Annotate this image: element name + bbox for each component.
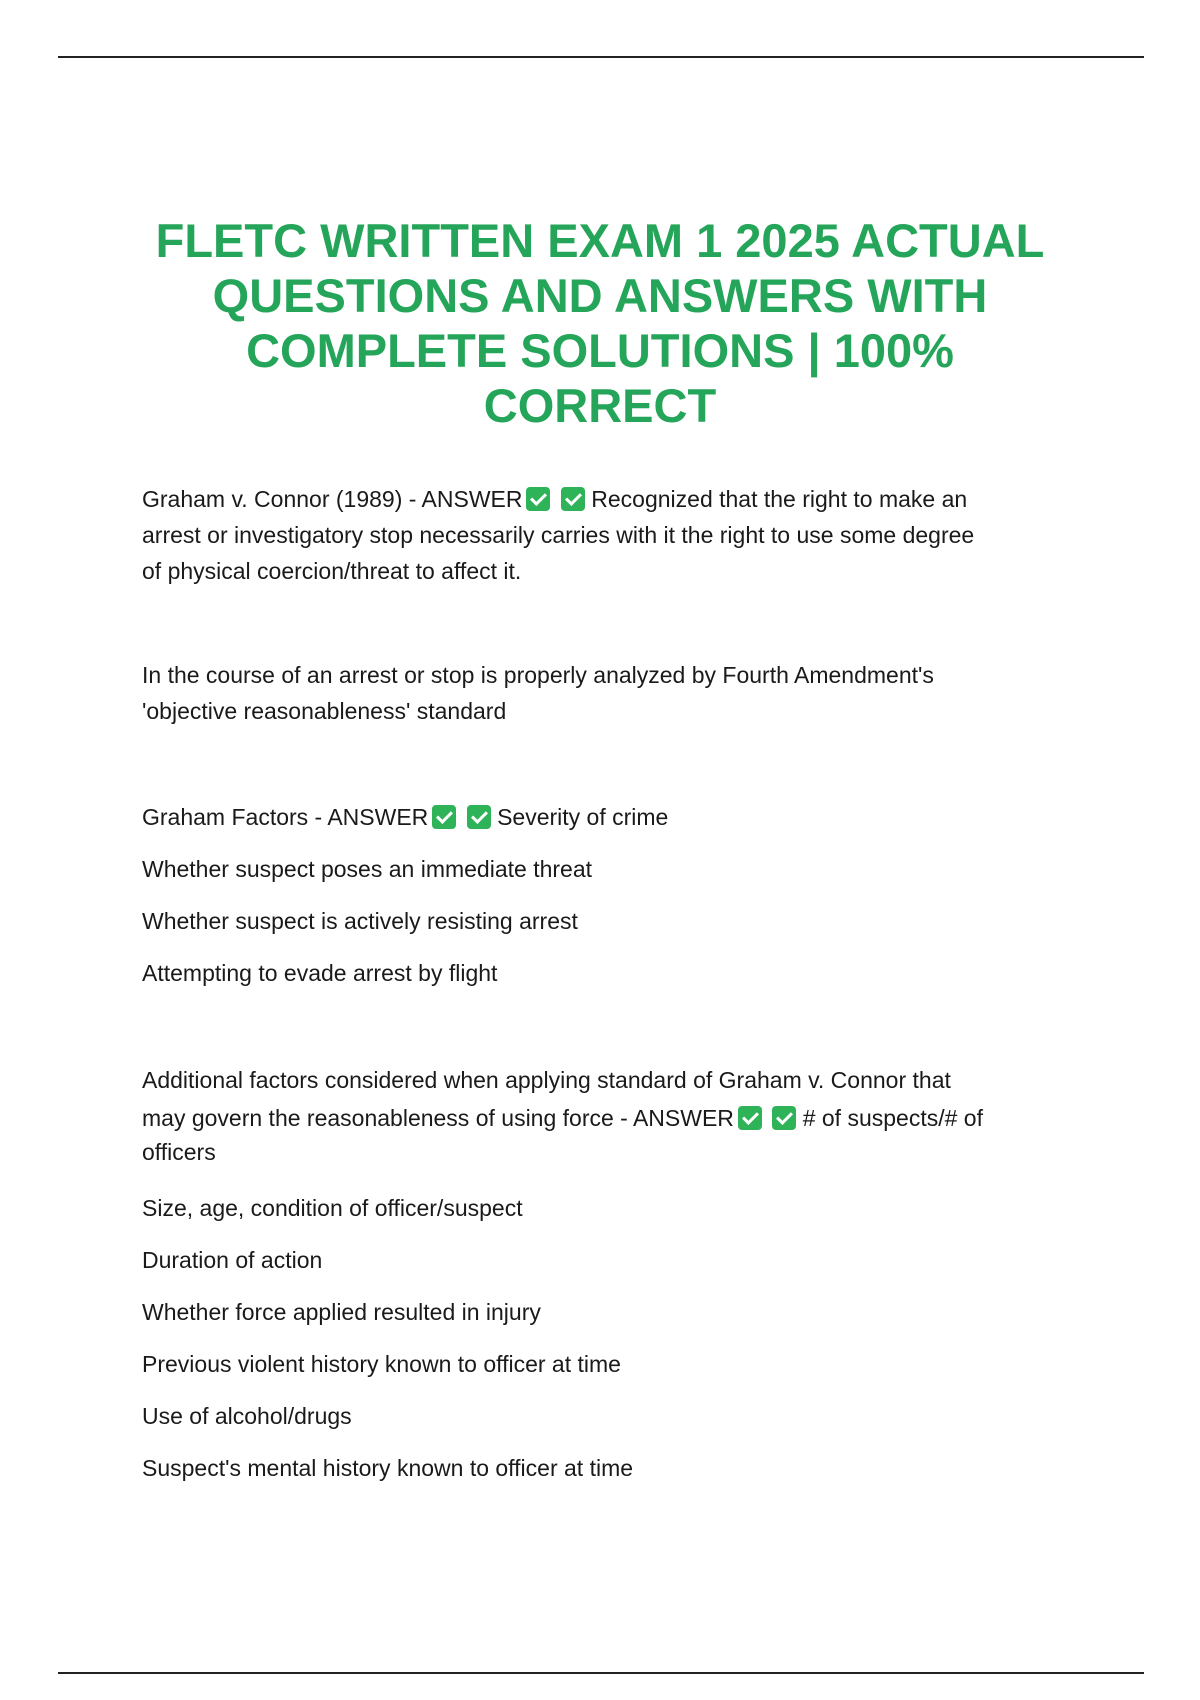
- list-item: Duration of action: [142, 1247, 323, 1273]
- list-item: Use of alcohol/drugs: [142, 1403, 352, 1429]
- p2-line2: 'objective reasonableness' standard: [142, 698, 507, 724]
- list-item: Whether suspect poses an immediate threat: [142, 856, 593, 882]
- q3-line2: [142, 1099, 1072, 1137]
- q1-line3: of physical coercion/threat to affect it.: [142, 558, 522, 584]
- page-title: [100, 213, 1100, 433]
- check-box-icon: [432, 805, 456, 829]
- q1-prefix: Graham v. Connor (1989) - ANSWER: [142, 486, 523, 512]
- check-box-icon: [561, 487, 585, 511]
- title-line: COMPLETE SOLUTIONS | 100%: [246, 324, 954, 377]
- q1-answer: Recognized that the right to make an: [591, 486, 968, 512]
- check-box-icon: [526, 487, 550, 511]
- q2-answer: Severity of crime: [497, 804, 669, 830]
- q3-line3: officers: [142, 1139, 216, 1165]
- q3-prefix: may govern the reasonableness of using force - ANSWER: [142, 1105, 734, 1131]
- check-box-icon: [772, 1106, 796, 1130]
- q3-line1: Additional factors considered when applying standard of Graham v. Connor that: [142, 1067, 951, 1093]
- top-rule: [58, 56, 1144, 58]
- list-item: Previous violent history known to officer at time: [142, 1351, 621, 1377]
- p2-line1: In the course of an arrest or stop is properly analyzed by Fourth Amendment's: [142, 662, 934, 688]
- question-graham-factors: [142, 802, 668, 832]
- list-item: Suspect's mental history known to officer at time: [142, 1455, 634, 1481]
- q1-line1: [142, 481, 1072, 517]
- list-item: Size, age, condition of officer/suspect: [142, 1195, 523, 1221]
- title-line: FLETC WRITTEN EXAM 1 2025 ACTUAL: [155, 214, 1045, 267]
- check-box-icon: [467, 805, 491, 829]
- q2-prefix: Graham Factors - ANSWER: [142, 804, 429, 830]
- q1-line2: arrest or investigatory stop necessarily carries with it the right to use some degree: [142, 522, 975, 548]
- list-item: Whether suspect is actively resisting arrest: [142, 908, 578, 934]
- title-line: QUESTIONS AND ANSWERS WITH: [212, 269, 988, 322]
- list-item: Whether force applied resulted in injury: [142, 1299, 541, 1325]
- question-additional-factors: [142, 1061, 1072, 1167]
- title-line: CORRECT: [483, 379, 717, 432]
- check-box-icon: [738, 1106, 762, 1130]
- q3-answer: # of suspects/# of: [802, 1105, 983, 1131]
- question-graham-v-connor: [142, 481, 1072, 589]
- paragraph-objective-reasonableness: [142, 657, 1072, 729]
- bottom-rule: [58, 1672, 1144, 1674]
- list-item: Attempting to evade arrest by flight: [142, 960, 498, 986]
